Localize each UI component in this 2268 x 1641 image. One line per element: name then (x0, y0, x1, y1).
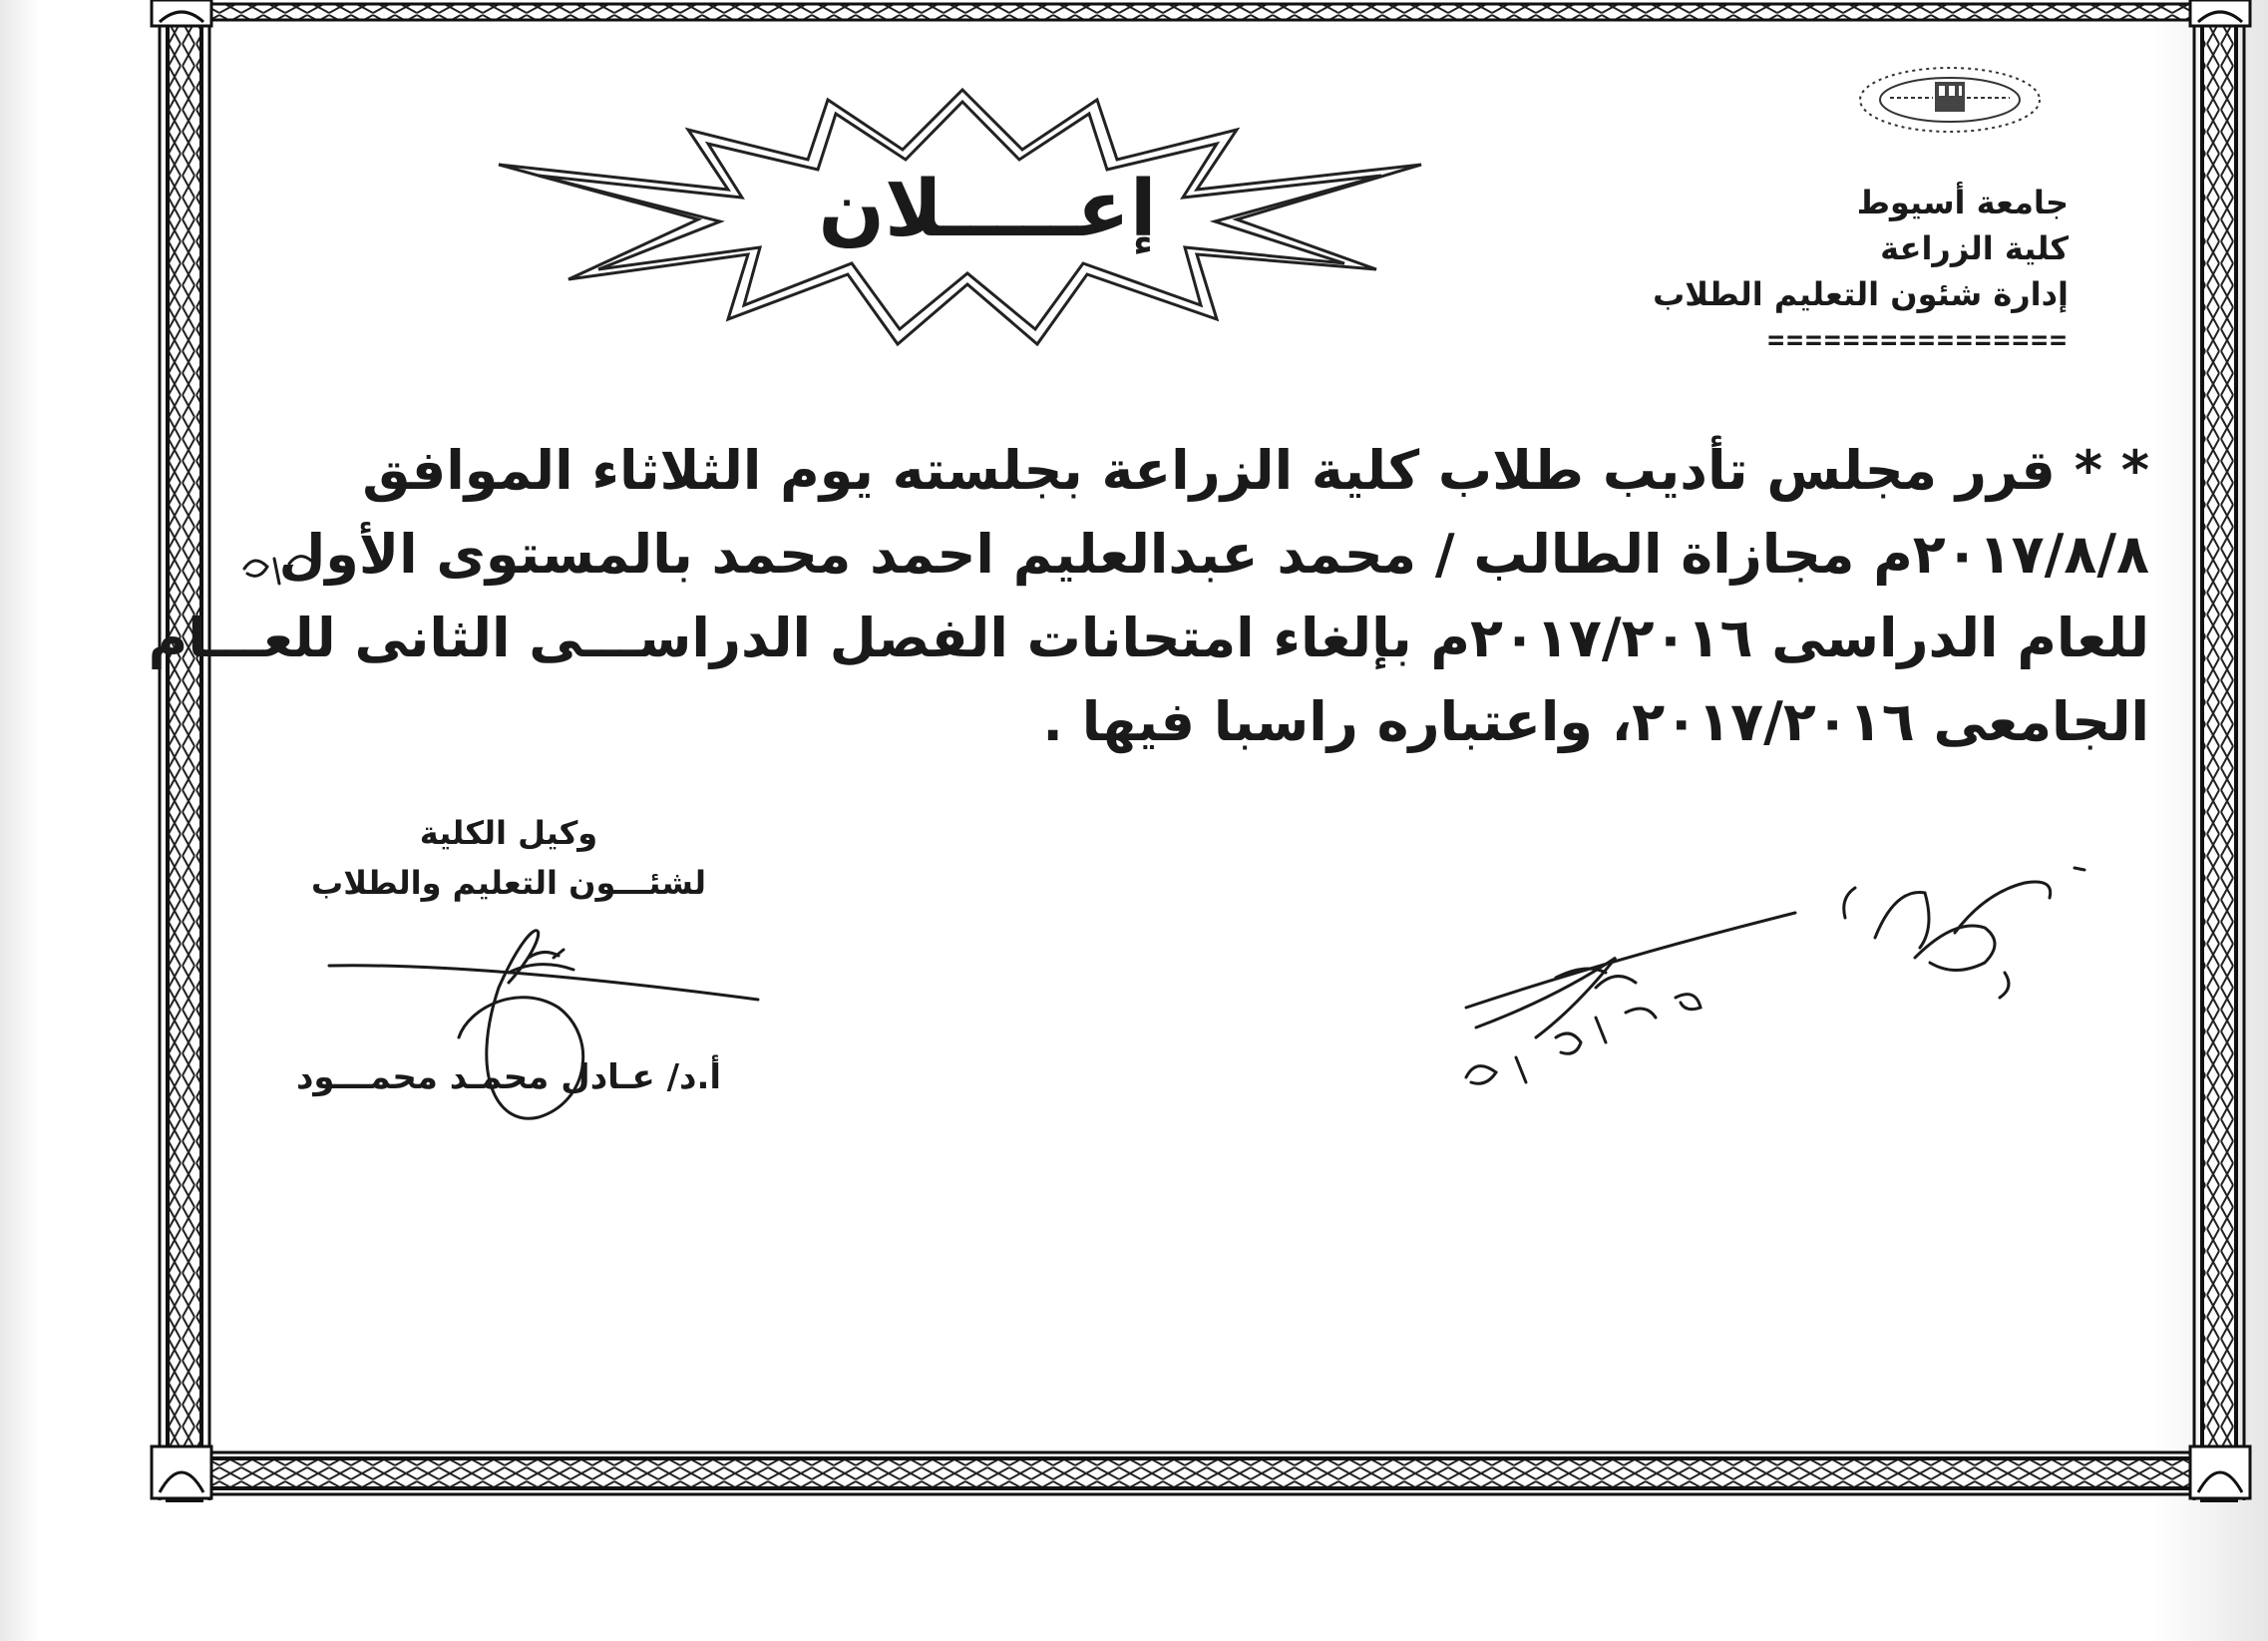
department-name: إدارة شئون التعليم الطلاب (1653, 275, 2069, 313)
body-line-2: ٢٠١٧/٨/٨م مجازاة الطالب / محمد عبدالعليم احمد محمد بالمستوى الأول (278, 523, 2149, 586)
header-separator: ================ (1767, 323, 2069, 356)
body-line-1: * * قرر مجلس تأديب طلاب كلية الزراعة بجلسته يوم الثلاثاء الموافق (362, 439, 2149, 502)
signatory-title-line-2: لشئـــون التعليم والطلاب (311, 864, 706, 902)
announcement-title: إعـــــلان (818, 165, 1157, 254)
faculty-name: كلية الزراعة (1880, 229, 2069, 267)
body-line-4: الجامعى ٢٠١٧/٢٠١٦، واعتباره راسبا فيها . (1042, 690, 2149, 753)
signatory-title-line-1: وكيل الكلية (419, 814, 598, 852)
signatory-name: أ.د/ عـادل محمـد محمـــود (295, 1057, 722, 1097)
university-name: جامعة أسيوط (1856, 184, 2069, 221)
body-line-3: للعام الدراسى ٢٠١٧/٢٠١٦م بإلغاء امتحانات الفصل الدراســـى الثانى للعـــام (148, 607, 2149, 669)
